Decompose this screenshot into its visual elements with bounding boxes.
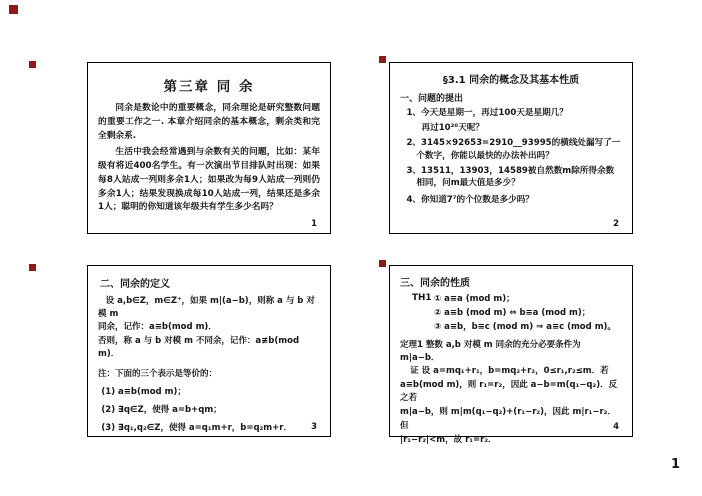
- proof-line: 证 设 a=mq₁+r₁，b=mq₂+r₂，0≤r₁,r₂≤m．若: [410, 365, 609, 376]
- paragraph: 生活中我会经常遇到与余数有关的问题，比如：某年级有将近400名学生。有一次演出节目排队时出现：如果每8人站成一列则多余1人；如果改为每9人站成一列则仍多余1人；结果发现换成每10人站成一列，结果还是多余1人；聪明的你知道该年级共有学生多少名吗？: [98, 147, 320, 213]
- slide-4-title: 三、同余的性质: [400, 278, 470, 289]
- definition-line: (1) a≡b(mod m)；: [101, 387, 186, 398]
- definition-line: 设 a,b∈Z，m∈Z⁺，如果 m|(a−b)，则称 a 与 b 对模 m: [98, 296, 315, 320]
- proof-line: m|a−b，则 m|m(q₁−q₂)+(r₁−r₂)，因此 m|r₁−r₂．但: [400, 407, 616, 431]
- property-line: ③ a≡b，b≡c (mod m) ⇒ a≡c (mod m)。: [434, 321, 616, 332]
- definition-line: (3) ∃q₁,q₂∈Z，使得 a=q₁m+r，b=q₂m+r．: [101, 423, 292, 434]
- question-item: 再过10²⁰天呢？: [421, 122, 484, 133]
- theorem-1-proof: [400, 365, 622, 448]
- slide-1-title: 第三章 同 余: [163, 79, 255, 95]
- sheet-page-number: 1: [670, 457, 680, 472]
- red-square-marker: [379, 260, 386, 267]
- slide-4-th1-block: [400, 293, 622, 334]
- slide-2-page-number: 2: [613, 219, 619, 229]
- proof-line: a≡b(mod m)，则 r₁=r₂，因此 a−b=m(q₁−q₂)．反之若: [400, 379, 618, 404]
- definition-line: 注：下面的三个表示是等价的：: [98, 368, 218, 379]
- slide-2-title: §3.1 同余的概念及其基本性质: [442, 75, 580, 86]
- question-item: 2、3145×92653=2910__93995的横线处漏写了一个数字，你能以最快的办法补出吗？: [406, 137, 621, 161]
- theorem-1-statement: 定理1 整数 a,b 对模 m 同余的充分必要条件为 m|a−b．: [400, 340, 581, 363]
- slide-3-body: [98, 295, 320, 436]
- question-item: 3、13511，13903，14589被自然数m除所得余数相同，问m最大值是多少？: [406, 165, 615, 189]
- red-square-marker: [9, 5, 18, 14]
- slide-1-page-number: 1: [311, 219, 317, 229]
- red-square-marker: [29, 61, 36, 68]
- red-square-marker: [379, 56, 386, 63]
- th1-label: TH1: [412, 293, 432, 303]
- definition-line: (2) ∃q∈Z，使得 a=b+qm；: [101, 405, 222, 416]
- definition-line: 否则，称 a 与 b 对模 m 不同余，记作：a≢b(mod m)．: [98, 335, 300, 359]
- property-line: ① a≡a (mod m)；: [434, 294, 515, 304]
- slide-4-congruence-properties: [389, 265, 633, 445]
- slide-3-title: 二、同余的定义: [100, 279, 170, 290]
- property-line: ② a≡b (mod m) ⇔ b≡a (mod m)；: [434, 307, 591, 318]
- slide-3-congruence-definition: [87, 265, 331, 437]
- slide-2-question-list: [400, 107, 622, 207]
- slide-3-page-number: 3: [311, 422, 317, 432]
- question-item: 1、今天是星期一，再过100天是星期几？: [406, 108, 568, 118]
- red-square-marker: [29, 264, 36, 271]
- proof-line: |r₁−r₂|<m，故 r₁=r₂．: [400, 434, 497, 445]
- paragraph: 同余是数论中的重要概念，同余理论是研究整数问题的重要工作之一. 本章介绍同余的基本概念，剩余类和完全剩余系.: [98, 103, 320, 141]
- th1-property-list: [434, 293, 616, 334]
- definition-line: 同余，记作：a≡b(mod m)．: [98, 322, 217, 333]
- slide-4-page-number: 4: [613, 422, 619, 432]
- question-item: 4、你知道7⁷的个位数是多少吗？: [406, 195, 534, 206]
- slide-1-body: [98, 102, 320, 215]
- slide-2-heading: 一、问题的提出: [400, 94, 464, 104]
- slide-2-section-3-1: [389, 62, 633, 234]
- slide-1-chapter-intro: [87, 62, 331, 234]
